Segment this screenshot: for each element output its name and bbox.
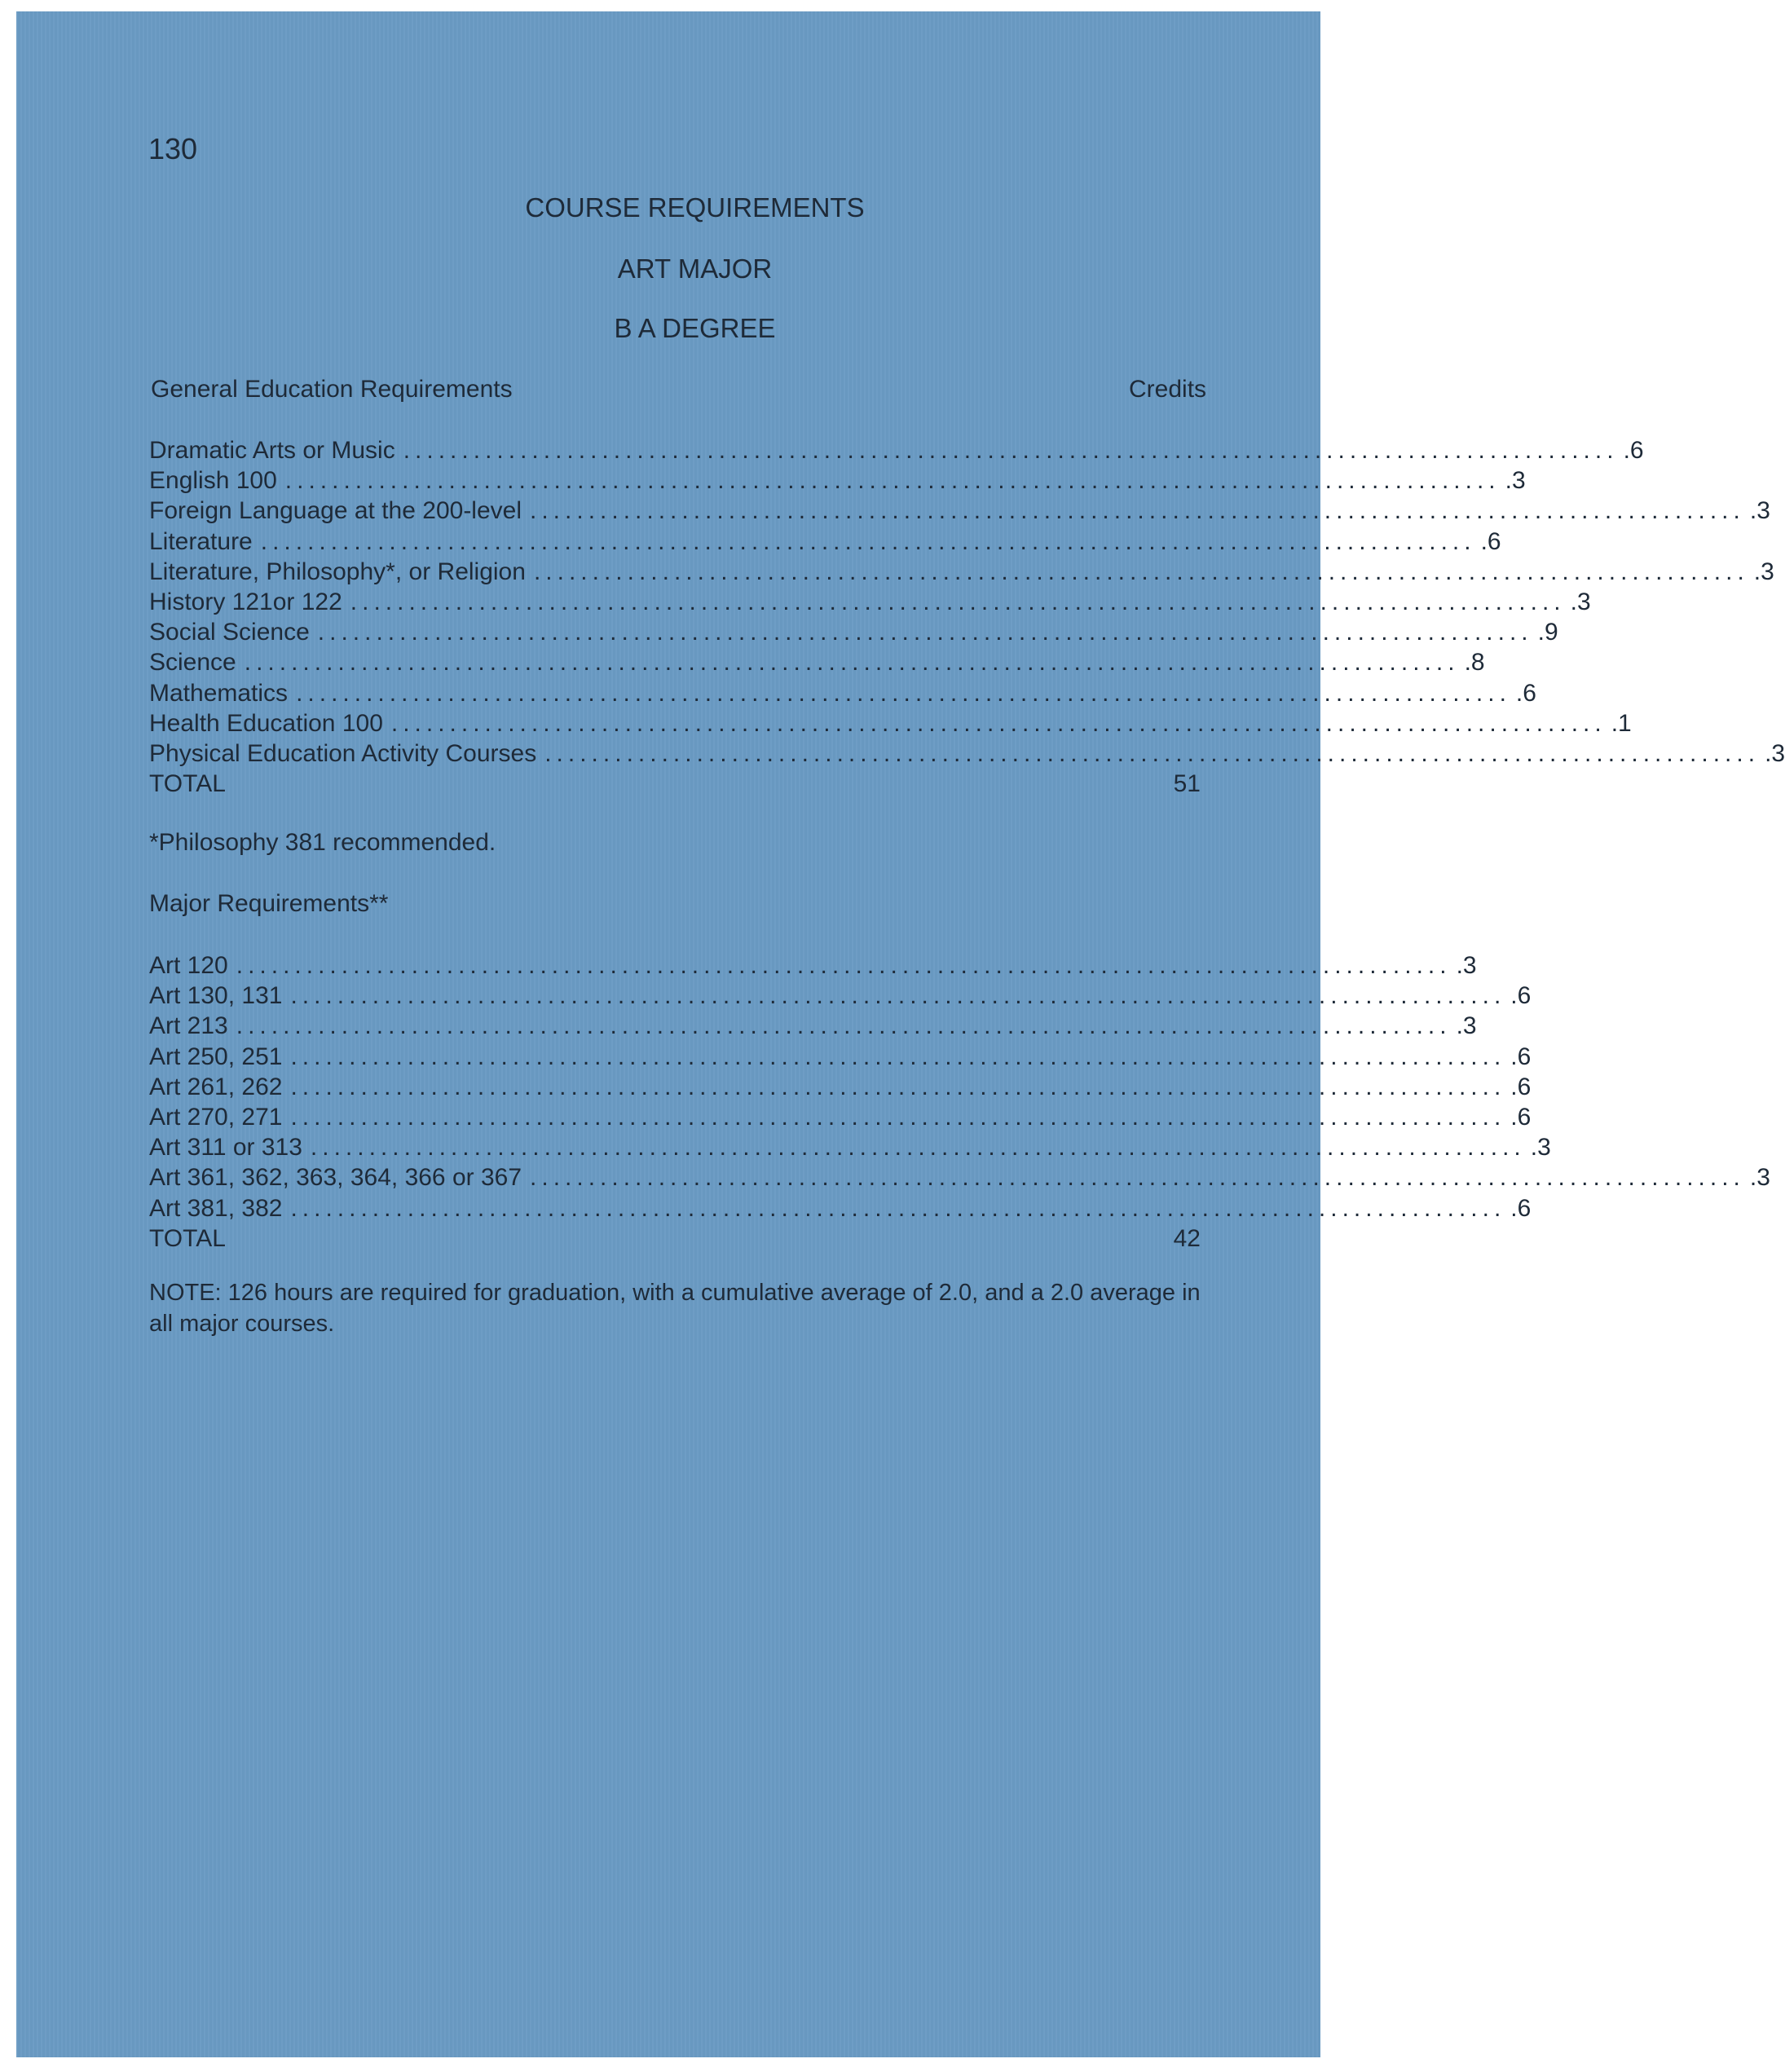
dot-leader: ........................................................................................................ [533,558,1749,585]
dot-leader: ........................................................................................................ [544,739,1761,767]
course-label: Health Education 100 [149,709,383,737]
dot-leader: ........................................................................................................ [530,1164,1745,1192]
dot-leader: ........................................................................................................ [530,497,1745,525]
title-degree: B A DEGREE [614,313,776,343]
list-item [149,1043,1532,1073]
credit-value: .3 [1505,467,1526,495]
course-label: Art 213 [149,1012,228,1040]
general-requirements-heading: General Education Requirements [151,376,513,403]
credit-value: .3 [1749,1164,1770,1192]
general-total-row [149,770,1201,800]
list-item [149,709,1632,740]
dot-leader: ........................................................................................................ [236,1012,1452,1040]
dot-leader: ........................................................................................................ [260,527,1476,555]
dot-leader: ........................................................................................................ [236,952,1452,979]
list-item [149,497,1770,527]
dot-leader: ........................................................................................................ [390,709,1606,737]
document-page [16,11,1785,2057]
dot-leader: ........................................................................................................ [290,982,1506,1010]
credit-value: .9 [1537,619,1558,646]
total-value: 42 [1173,1224,1201,1252]
list-item [149,588,1591,619]
dot-leader: ........................................................................................................ [290,1073,1506,1100]
page-number: 130 [148,132,198,165]
course-label: Physical Education Activity Courses [149,739,537,767]
list-item [149,558,1774,589]
course-label: Literature, Philosophy*, or Religion [149,558,526,585]
dot-leader: ........................................................................................................ [290,1103,1506,1131]
title-course-requirements: COURSE REQUIREMENTS [525,192,865,223]
credit-value: .6 [1515,679,1536,707]
dot-leader: ........................................................................................................ [310,1134,1526,1162]
credit-value: .3 [1765,739,1785,767]
footnote: *Philosophy 381 recommended. [149,829,496,856]
total-label: TOTAL [149,1224,226,1252]
dot-leader: ........................................................................................................ [403,437,1619,464]
course-label: Social Science [149,619,310,646]
course-label: History 121or 122 [149,588,342,615]
credit-value: .3 [1530,1134,1551,1162]
list-item [149,1073,1532,1104]
credit-value: .6 [1510,982,1532,1010]
total-value: 51 [1173,770,1201,798]
total-label: TOTAL [149,770,226,798]
course-label: Foreign Language at the 200-level [149,497,522,525]
credit-value: .6 [1510,1073,1532,1100]
credit-value: .3 [1456,1012,1477,1040]
course-label: Mathematics [149,679,289,707]
course-label: Art 130, 131 [149,982,283,1010]
list-item [149,467,1526,497]
credit-value: .1 [1611,709,1632,737]
list-item [149,527,1501,558]
course-label: Art 250, 251 [149,1043,283,1070]
title-art-major: ART MAJOR [617,253,773,284]
course-label: Art 381, 382 [149,1194,283,1222]
dot-leader: ........................................................................................................ [317,619,1533,646]
credits-heading: Credits [1129,376,1207,403]
course-label: Art 261, 262 [149,1073,283,1100]
course-label: English 100 [149,467,277,495]
credit-value: .6 [1510,1103,1532,1131]
dot-leader: ........................................................................................................ [290,1194,1506,1222]
credit-value: .3 [1456,952,1477,979]
course-label: Dramatic Arts or Music [149,437,395,464]
dot-leader: ........................................................................................................ [296,679,1511,707]
credit-value: .6 [1623,437,1644,464]
list-item [149,1164,1770,1194]
major-requirements-list [149,952,1770,1255]
dot-leader: ........................................................................................................ [350,588,1566,615]
course-label: Art 311 or 313 [149,1134,302,1162]
list-item [149,952,1477,982]
graduation-note: NOTE: 126 hours are required for graduation, with a cumulative average of 2.0, and a 2.0 average in all major courses. [149,1280,1201,1337]
list-item [149,1194,1532,1225]
credit-value: .3 [1570,588,1591,615]
course-label: Art 120 [149,952,228,979]
list-item [149,619,1558,649]
credit-value: .6 [1510,1043,1532,1070]
list-item [149,982,1532,1012]
course-label: Art 361, 362, 363, 364, 366 or 367 [149,1164,522,1192]
dot-leader: ........................................................................................................ [290,1043,1506,1070]
dot-leader: ........................................................................................................ [244,649,1460,677]
general-requirements-list [149,437,1785,800]
list-item [149,739,1785,770]
course-label: Literature [149,527,253,555]
credit-value: .6 [1480,527,1501,555]
list-item [149,1103,1532,1134]
list-item [149,679,1536,710]
list-item [149,649,1485,679]
course-label: Art 270, 271 [149,1103,283,1131]
list-item [149,437,1644,467]
credit-value: .6 [1510,1194,1532,1222]
major-total-row [149,1225,1201,1255]
dot-leader: ........................................................................................................ [284,467,1501,495]
course-label: Science [149,649,236,677]
credit-value: .3 [1753,558,1774,585]
credit-value: .8 [1464,649,1485,677]
list-item [149,1134,1551,1164]
credit-value: .3 [1749,497,1770,525]
major-requirements-heading: Major Requirements** [149,890,389,917]
list-item [149,1012,1477,1043]
